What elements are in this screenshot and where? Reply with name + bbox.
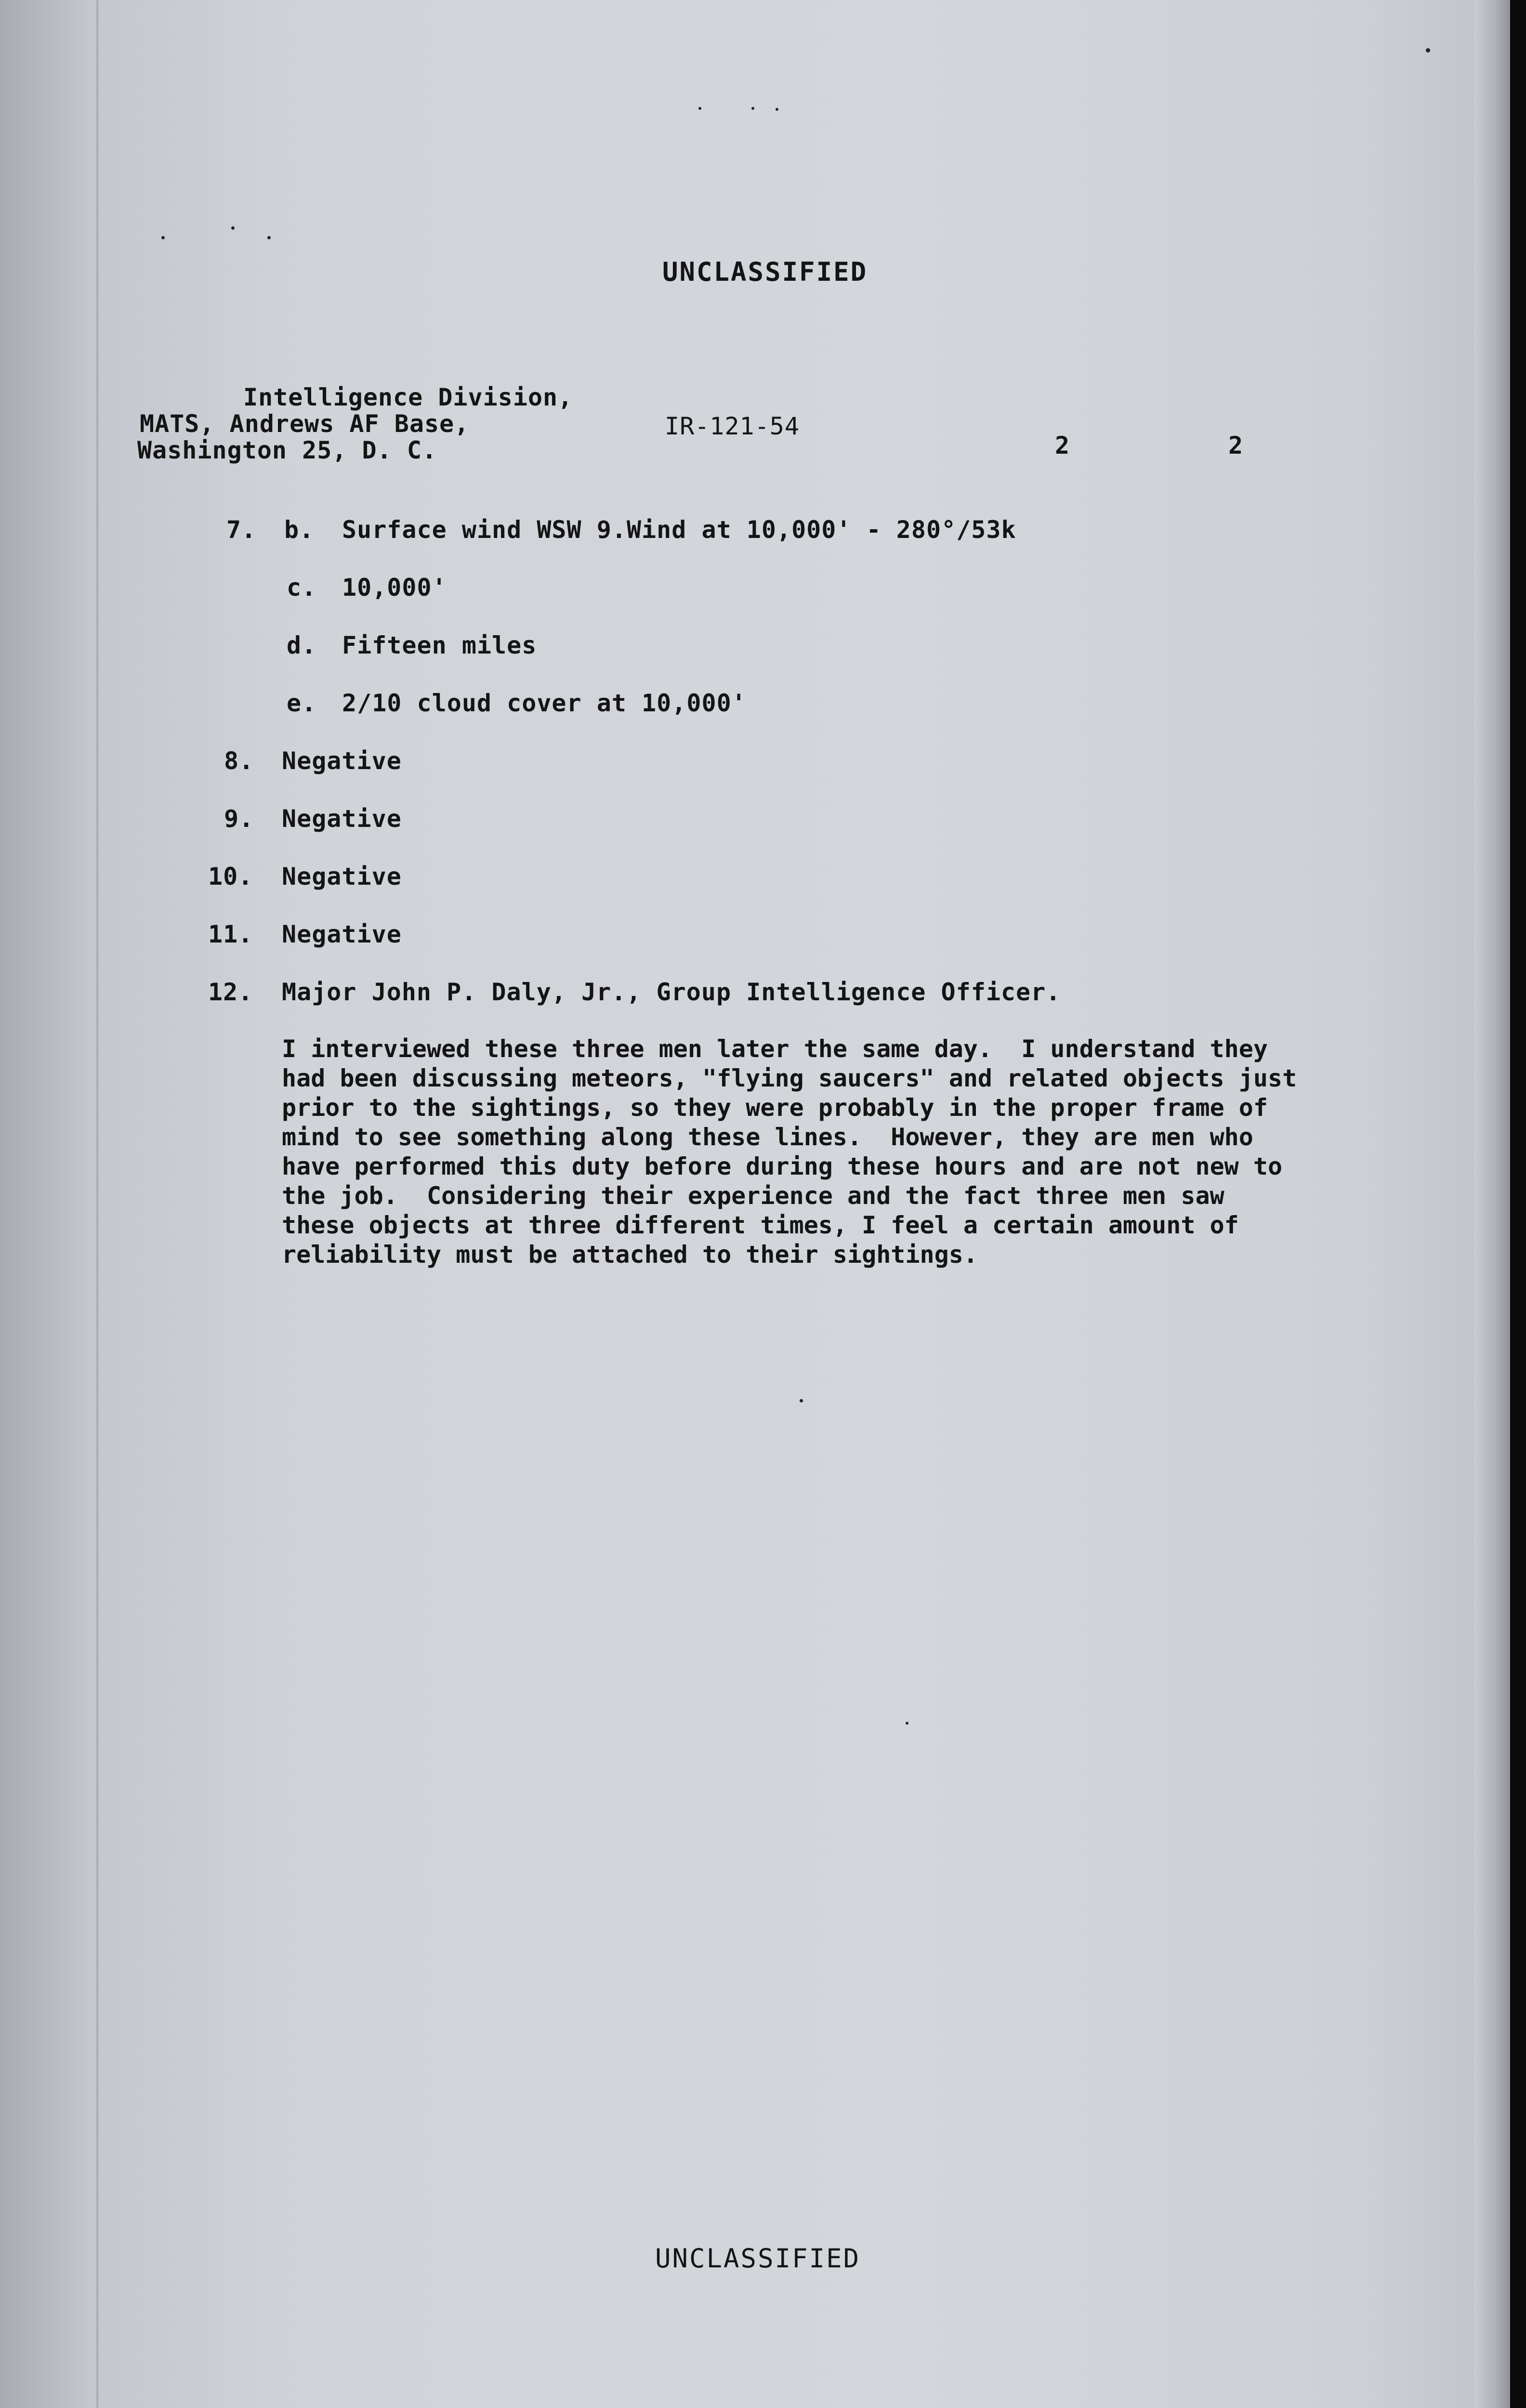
sub-item-letter: d.	[287, 631, 317, 659]
scan-speck	[800, 1399, 803, 1402]
sub-item-letter: e.	[287, 689, 317, 717]
item-number: 11.	[208, 920, 253, 948]
paragraph-line: the job. Considering their experience and the fact three men saw	[282, 1182, 1224, 1210]
paragraph-line: had been discussing meteors, "flying saucers" and related objects just	[282, 1064, 1297, 1092]
paragraph-line: these objects at three different times, I feel a certain amount of	[282, 1211, 1239, 1239]
item-text: Major John P. Daly, Jr., Group Intelligence Officer.	[282, 978, 1061, 1006]
item-text: Negative	[282, 920, 402, 948]
scan-speck	[161, 236, 165, 239]
item-number: 12.	[208, 978, 253, 1006]
item-text: 2/10 cloud cover at 10,000'	[342, 689, 747, 717]
paragraph-line: have performed this duty before during these hours and are not new to	[282, 1152, 1283, 1180]
sub-item-letter: c.	[287, 574, 317, 602]
from-line-3: Washington 25, D. C.	[137, 436, 437, 464]
item-text: Negative	[282, 863, 402, 890]
scan-speck	[231, 226, 235, 230]
page-number-left: 2	[1055, 432, 1070, 459]
paragraph-line: I interviewed these three men later the same day. I understand they	[282, 1035, 1268, 1063]
page-number-right: 2	[1228, 432, 1244, 459]
from-line-1: Intelligence Division,	[243, 383, 573, 411]
paragraph-line: prior to the sightings, so they were probably in the proper frame of	[282, 1094, 1268, 1122]
item-text: Negative	[282, 805, 402, 833]
from-line-2: MATS, Andrews AF Base,	[140, 410, 470, 438]
scan-speck	[698, 107, 701, 110]
item-number: 7.	[226, 516, 257, 544]
item-text: 10,000'	[342, 574, 447, 602]
page-right-edge	[1474, 0, 1510, 2408]
page-margin-shadow	[96, 0, 98, 2408]
scan-speck	[751, 107, 754, 110]
item-text: Fifteen miles	[342, 631, 537, 659]
scan-speck	[267, 236, 271, 239]
item-text: Surface wind WSW 9.Wind at 10,000' - 280°/53k	[342, 516, 1016, 544]
paragraph-line: mind to see something along these lines. However, they are men who	[282, 1123, 1253, 1151]
item-text: Negative	[282, 747, 402, 775]
item-number: 9.	[224, 805, 254, 833]
interview-paragraph	[282, 1034, 1322, 1269]
sub-item-letter: b.	[284, 516, 315, 544]
scan-speck	[776, 108, 778, 111]
paragraph-line: reliability must be attached to their sightings.	[282, 1241, 978, 1269]
scan-speck	[1426, 48, 1430, 52]
footer-classification: UNCLASSIFIED	[655, 2243, 861, 2274]
scan-speck	[906, 1722, 908, 1725]
item-number: 8.	[224, 747, 254, 775]
header-classification: UNCLASSIFIED	[662, 257, 868, 287]
item-number: 10.	[208, 863, 253, 890]
report-number: IR-121-54	[665, 412, 800, 440]
